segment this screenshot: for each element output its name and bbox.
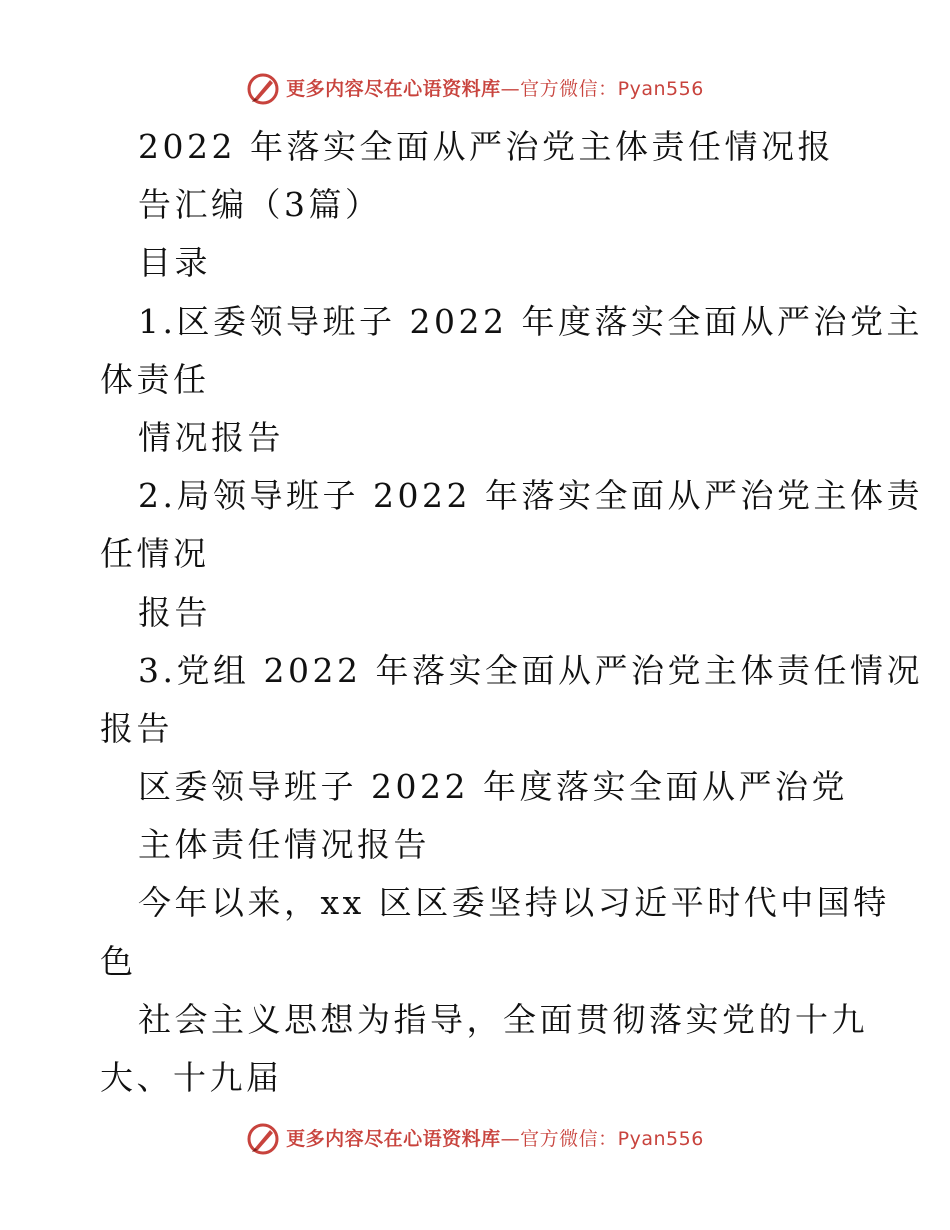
watermark-separator: —: [500, 78, 521, 100]
header-watermark: [0, 72, 950, 106]
toc-item-1-line-3: 情况报告: [138, 417, 284, 457]
section-title-line-1: 区委领导班子 2022 年度落实全面从严治党: [138, 767, 848, 807]
watermark-contact: 官方微信：Pyan556: [520, 78, 704, 100]
footer-watermark: [0, 1122, 950, 1156]
document-body: [100, 118, 923, 1107]
toc-item-2-line-1: 2.局领导班子 2022 年落实全面从严治党主体责: [138, 476, 923, 516]
watermark-brand: 更多内容尽在心语资料库: [286, 78, 501, 100]
section-title-line-2: 主体责任情况报告: [138, 825, 430, 865]
quill-pen-logo-icon: [246, 1122, 280, 1156]
toc-item-1-line-1: 1.区委领导班子 2022 年度落实全面从严治党主: [138, 301, 923, 341]
watermark-contact: 官方微信：Pyan556: [520, 1128, 704, 1150]
body-paragraph-line-2: 色: [100, 941, 137, 981]
toc-item-2-line-3: 报告: [138, 592, 211, 632]
watermark-separator: —: [500, 1128, 521, 1150]
toc-heading: 目录: [138, 243, 211, 283]
body-paragraph-line-4: 大、十九届: [100, 1058, 283, 1097]
quill-pen-logo-icon: [246, 72, 280, 106]
toc-item-3-line-2: 报告: [100, 708, 173, 748]
body-paragraph-line-1: 今年以来，xx 区区委坚持以习近平时代中国特: [138, 883, 890, 923]
doc-title-line-1: 2022 年落实全面从严治党主体责任情况报: [138, 127, 834, 166]
doc-title-line-2: 告汇编（3篇）: [138, 185, 382, 225]
toc-item-1-line-2: 体责任: [100, 359, 210, 399]
body-paragraph-line-3: 社会主义思想为指导，全面贯彻落实党的十九: [138, 999, 868, 1039]
toc-item-3-line-1: 3.党组 2022 年落实全面从严治党主体责任情况: [138, 650, 923, 690]
toc-item-2-line-2: 任情况: [100, 534, 210, 574]
watermark-brand: 更多内容尽在心语资料库: [286, 1128, 501, 1150]
